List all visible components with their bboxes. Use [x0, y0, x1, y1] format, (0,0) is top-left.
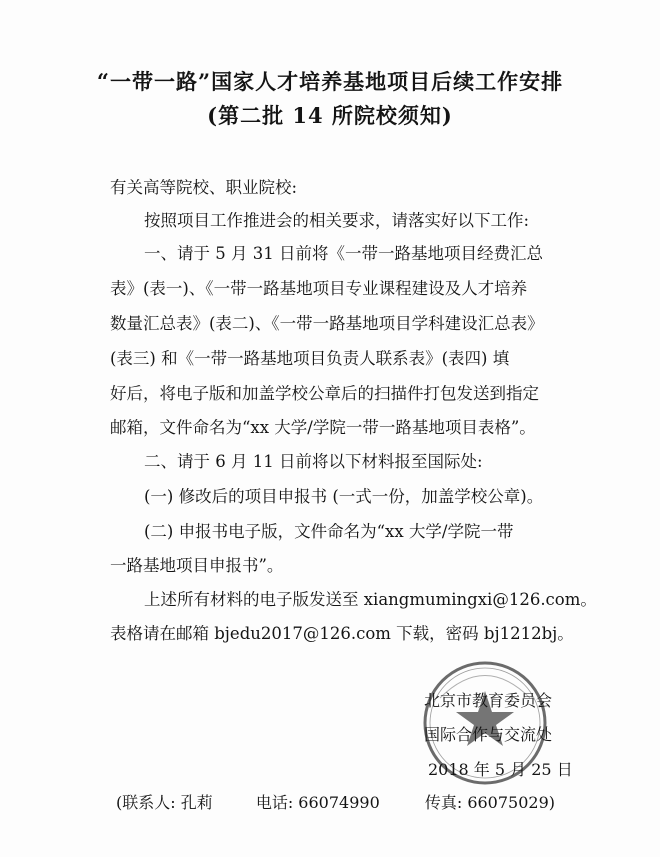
- item1-line: (表三) 和《一带一路基地项目负责人联系表》(表四) 填: [110, 349, 510, 368]
- item2-heading: 二、请于 6 月 11 日前将以下材料报至国际处:: [144, 452, 483, 471]
- greeting: 有关高等院校、职业院校:: [110, 178, 298, 197]
- contact-person: (联系人: 孔莉: [116, 793, 213, 812]
- item1-line: 数量汇总表》(表二)、《一带一路基地项目学科建设汇总表》: [110, 314, 544, 333]
- contact-fax: 传真: 66075029): [424, 793, 556, 812]
- item1-line: 表》(表一)、《一带一路基地项目专业课程建设及人才培养: [110, 279, 528, 298]
- item1-line: 好后，将电子版和加盖学校公章后的扫描件打包发送到指定: [110, 384, 539, 403]
- item2-sub2-line: (二) 申报书电子版，文件命名为“xx 大学/学院一带: [144, 522, 514, 541]
- item2-sub2-line: 一路基地项目申报书”。: [110, 556, 284, 575]
- intro-paragraph: 按照项目工作推进会的相关要求，请落实好以下工作:: [144, 211, 530, 230]
- email-line-submit: 上述所有材料的电子版发送至 xiangmumingxi@126.com。: [144, 590, 597, 609]
- item1-line: 邮箱，文件命名为“xx 大学/学院一带一路基地项目表格”。: [110, 418, 536, 437]
- notice-title: “一带一路”国家人才培养基地项目后续工作安排: [96, 69, 564, 94]
- signature-date: 2018 年 5 月 25 日: [428, 760, 573, 779]
- contact-line: [116, 790, 555, 813]
- contact-phone: 电话: 66074990: [255, 793, 380, 812]
- signature-org1: 北京市教育委员会: [424, 691, 553, 710]
- email-line-download: 表格请在邮箱 bjedu2017@126.com 下载，密码 bj1212bj。: [110, 624, 574, 643]
- item2-sub1: (一) 修改后的项目申报书 (一式一份，加盖学校公章)。: [144, 487, 544, 506]
- item1-line: 一、请于 5 月 31 日前将《一带一路基地项目经费汇总: [144, 244, 543, 263]
- notice-subtitle: (第二批 14 所院校须知): [207, 103, 453, 128]
- signature-org2: 国际合作与交流处: [424, 725, 553, 744]
